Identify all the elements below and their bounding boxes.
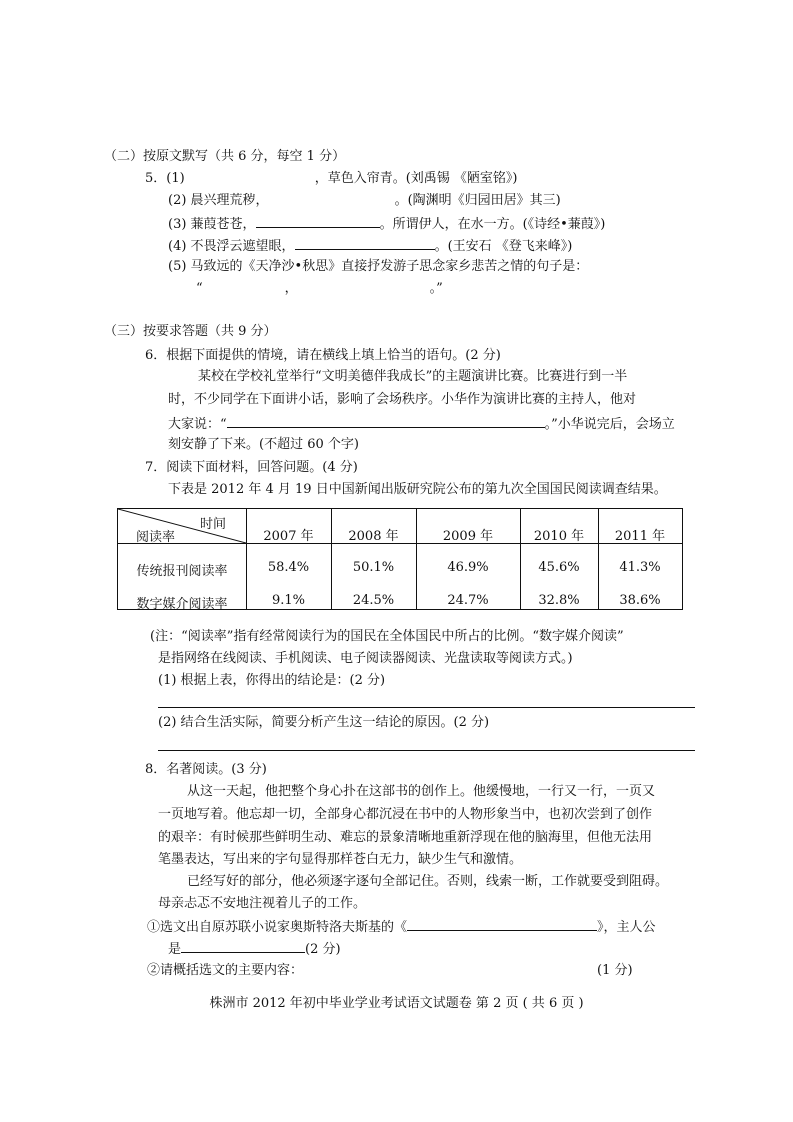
q7-2-answer-line[interactable] <box>158 750 695 751</box>
year-header: 2008 年 <box>348 529 399 544</box>
table-cell: 41.3% <box>619 560 661 575</box>
q5-3-blank[interactable] <box>256 214 380 228</box>
q6-answer-blank[interactable] <box>227 414 545 428</box>
table-cell: 58.4% <box>267 560 310 575</box>
question-6-line-3 <box>168 414 675 434</box>
q5-lead: 5．(1) <box>145 171 185 186</box>
q5-3-text: (3) 蒹葭苍苍， <box>168 217 256 232</box>
passage-line: 一页地写着。他忘却一切，全部身心都沉浸在书中的人物形象当中，也初次尝到了创作 <box>158 807 653 822</box>
question-7-1: (1) 根据上表，你得出的结论是：(2 分) <box>158 673 386 688</box>
q5-1-tail: ，草色入帘青。(刘禹锡 《陋室铭》) <box>314 171 518 186</box>
q7-1-answer-line[interactable] <box>158 707 695 708</box>
row-label-traditional: 传统报刊阅读率 <box>136 564 228 579</box>
year-header: 2010 年 <box>533 529 585 544</box>
passage-line: 从这一天起，他把整个身心扑在这部书的创作上。他缓慢地，一行又一行，一页又 <box>187 784 656 799</box>
table-cell: 24.7% <box>447 593 489 608</box>
q5-4-blank[interactable] <box>295 236 435 250</box>
q8-1-protagonist-blank[interactable] <box>181 939 305 953</box>
table-cell: 45.6% <box>538 560 580 575</box>
q5-5-comma: ， <box>284 281 298 296</box>
q8-1-book-blank[interactable] <box>407 917 597 931</box>
q8-1-text: ①选文出自原苏联小说家奥斯特洛夫斯基的《 <box>147 920 408 935</box>
question-7-title: 7．阅读下面材料，回答问题。(4 分) <box>145 460 358 475</box>
table-note-line-2: 是指网络在线阅读、手机阅读、电子阅读器阅读、光盘读取等阅读方式。) <box>158 651 573 666</box>
section-3-title: （三）按要求答题（共 9 分） <box>104 324 277 339</box>
year-header: 2011 年 <box>614 529 666 544</box>
passage-line: 笔墨表达，写出来的字句显得那样苍白无力，缺少生气和激情。 <box>158 852 523 867</box>
table-cell: 9.1% <box>271 593 306 608</box>
q5-3-tail: 。所谓伊人，在水一方。(《诗经•蒹葭》) <box>379 217 606 232</box>
q5-2-text: (2) 晨兴理荒秽， <box>168 193 269 208</box>
passage-line: 母亲忐忑不安地注视着儿子的工作。 <box>158 896 367 911</box>
year-header: 2007 年 <box>263 529 314 544</box>
corner-bottom-label: 阅读率 <box>136 530 176 545</box>
q6-prefix: 大家说：“ <box>168 417 227 432</box>
reading-rate-table <box>117 508 683 610</box>
table-cell: 46.9% <box>447 560 489 575</box>
question-6-line-1: 某校在学校礼堂举行“文明美德伴我成长”的主题演讲比赛。比赛进行到一半 <box>198 369 628 384</box>
question-5-5-answer-line <box>196 280 443 298</box>
question-5-5: (5) 马致远的《天净沙•秋思》直接抒发游子思念家乡悲苦之情的句子是： <box>168 259 589 274</box>
question-5-2 <box>168 192 561 210</box>
corner-top-label: 时间 <box>200 517 227 532</box>
question-8-2: ②请概括选文的主要内容： <box>147 963 304 978</box>
passage-line: 已经写好的部分，他必须逐字逐句全部记住。否则，线索一断，工作就要受到阻碍。 <box>187 874 669 889</box>
q5-4-tail: 。(王安石 《登飞来峰》) <box>434 239 573 254</box>
table-cell: 32.8% <box>538 593 580 608</box>
question-6-line-4: 刻安静了下来。(不超过 60 个字) <box>168 437 359 452</box>
row-label-digital: 数字媒介阅读率 <box>136 597 228 612</box>
question-8-1-protagonist <box>168 939 341 959</box>
page-footer: 株洲市 2012 年初中毕业学业考试语文试题卷 第 2 页 ( 共 6 页 ) <box>209 996 584 1011</box>
section-2-title: （二）按原文默写（共 6 分，每空 1 分） <box>104 149 346 164</box>
question-5-4 <box>168 236 572 256</box>
q8-1-is: 是 <box>168 942 182 957</box>
question-8-title: 8．名著阅读。(3 分) <box>145 762 267 777</box>
table-note-line-1: (注：“阅读率”指有经常阅读行为的国民在全体国民中所占的比例。“数字媒介阅读” <box>150 629 624 644</box>
passage-line: 的艰辛：有时候那些鲜明生动、难忘的景象清晰地重新浮现在他的脑海里，但他无法用 <box>158 830 653 845</box>
q8-1-tail: 》，主人公 <box>597 920 656 935</box>
question-7-intro: 下表是 2012 年 4 月 19 日中国新闻出版研究院公布的第九次全国国民阅读调查结果。 <box>168 482 667 497</box>
question-8-1 <box>147 917 656 937</box>
q5-2-tail: 。(陶渊明《归园田居》其三) <box>394 193 561 208</box>
question-7-2: (2) 结合生活实际，简要分析产生这一结论的原因。(2 分) <box>158 715 490 730</box>
table-cell: 50.1% <box>352 560 395 575</box>
question-5-3 <box>168 214 605 234</box>
q5-5-close-quote: 。” <box>429 281 443 296</box>
table-cell: 38.6% <box>619 593 661 608</box>
question-6-line-2: 时，不少同学在下面讲小话，影响了会场秩序。小华作为演讲比赛的主持人，他对 <box>168 392 637 407</box>
table-cell: 24.5% <box>352 593 395 608</box>
q6-suffix: 。”小华说完后，会场立 <box>544 417 675 432</box>
question-6-title: 6．根据下面提供的情境，请在横线上填上恰当的语句。(2 分) <box>145 348 501 363</box>
q5-5-open-quote: “ <box>196 281 203 296</box>
question-8-2-score: (1 分) <box>597 963 633 978</box>
year-header: 2009 年 <box>442 529 494 544</box>
question-5-1 <box>145 170 517 188</box>
q8-1-score: (2 分) <box>305 942 341 957</box>
q5-4-text: (4) 不畏浮云遮望眼， <box>168 239 295 254</box>
